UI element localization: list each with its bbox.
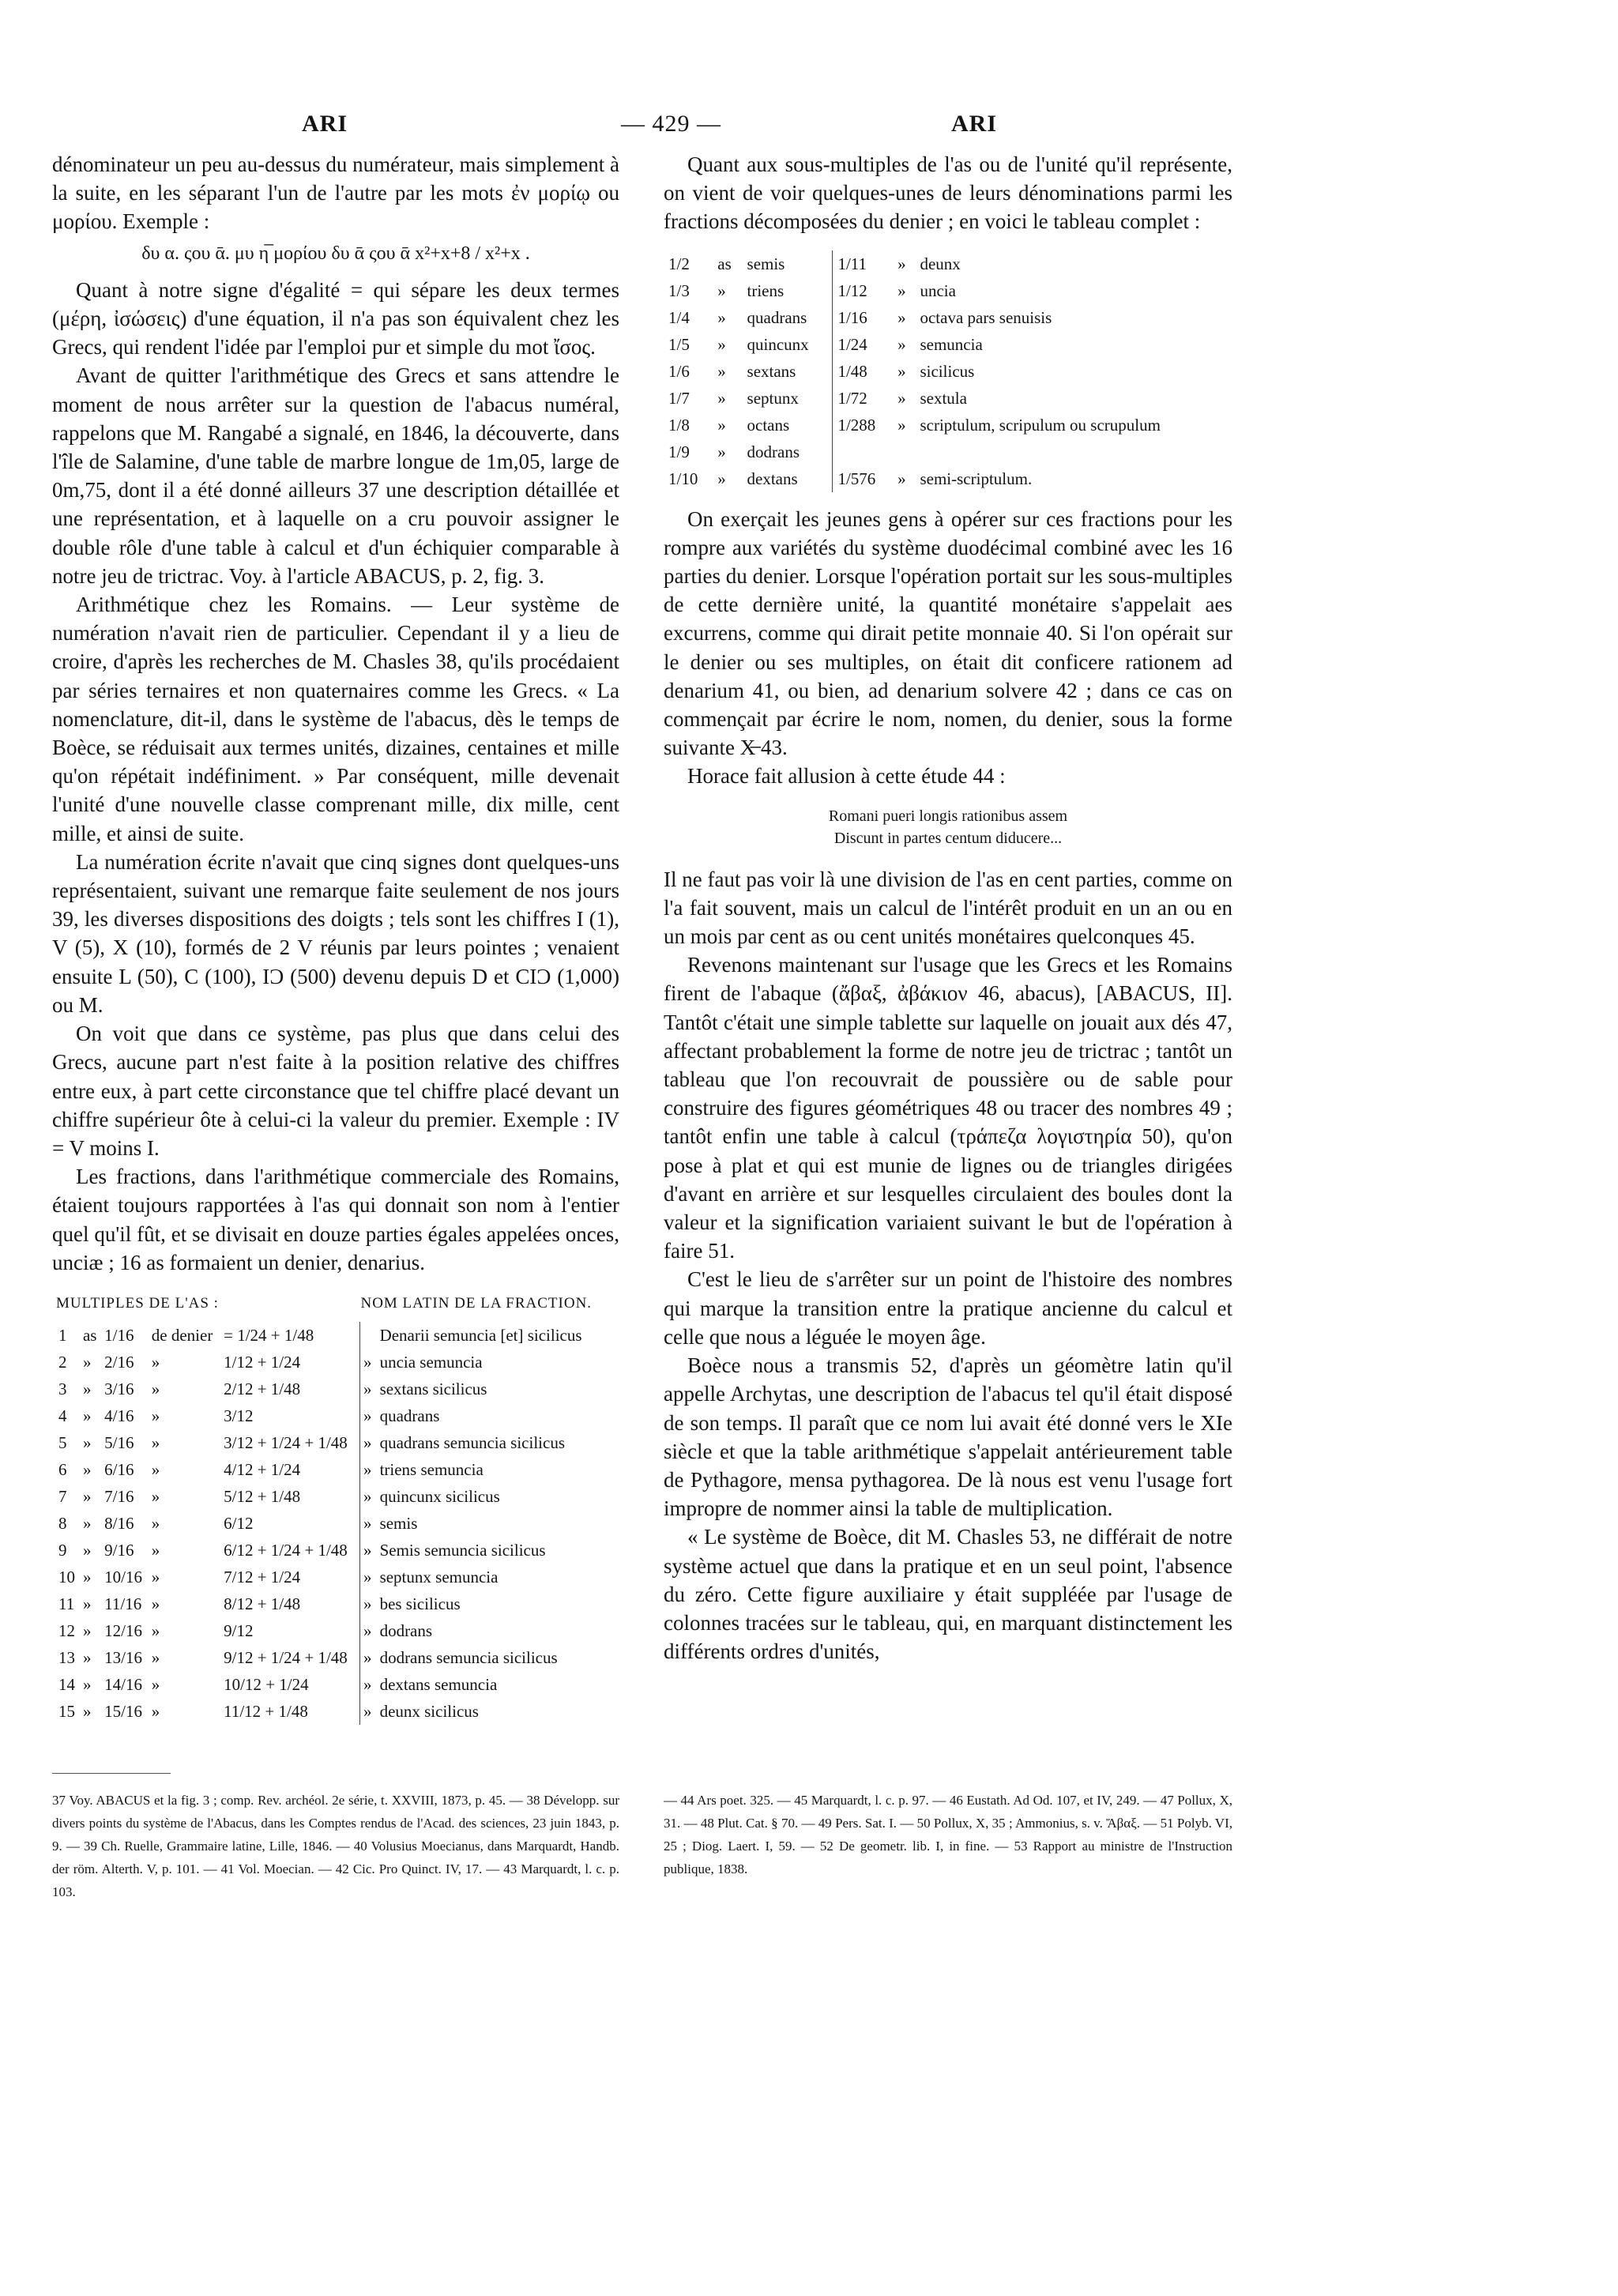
fraction: 1/6 <box>668 361 690 381</box>
unit: » <box>717 307 726 327</box>
unit: » <box>717 388 726 408</box>
latin-name: sextula <box>920 388 967 408</box>
table-row <box>55 1510 608 1537</box>
multiple-unit: » <box>82 1647 92 1667</box>
table-row <box>664 250 1231 277</box>
quote-line: Romani pueri longis rationibus assem <box>828 807 1068 825</box>
table-row <box>55 1671 608 1698</box>
fraction: 1/9 <box>668 442 690 461</box>
fraction: 1/2 <box>668 254 690 273</box>
unit: » <box>717 442 726 461</box>
multiple-unit: » <box>82 1567 92 1586</box>
paragraph: Quant à notre signe d'égalité = qui sépare les deux termes (μέρη, ἰσώσεις) d'une équation, il n'a pas son équivalent chez les Grecs, qui rendent l'idée par l'emploi pur et simple du mot ἴσος. <box>52 277 619 359</box>
page-number: — 429 — <box>621 111 721 137</box>
fraction: 1/4 <box>668 307 690 327</box>
fraction: 1/24 <box>833 331 893 358</box>
fraction: 1/16 <box>833 304 893 331</box>
fraction: 1/288 <box>833 412 893 438</box>
table-row <box>55 1698 608 1725</box>
multiple-number: 13 <box>58 1647 75 1667</box>
paragraph: Boèce nous a transmis 52, d'après un géomètre latin qu'il appelle Archytas, une description de l'abacus tel qu'il était disposé de son temps. Il paraît que ce nom lui avait été donné vers le XIe siècle et que la table arithmétique s'appelait antérieurement table de Pythagore, mensa pythagorea. De là nous est venu l'usage fort impropre de nommer ainsi la table de multiplication. <box>664 1353 1232 1521</box>
unit: » <box>897 334 906 354</box>
unit: » <box>897 361 906 381</box>
multiple-number: 7 <box>58 1486 67 1506</box>
table-row <box>55 1564 608 1590</box>
unit: » <box>717 469 726 488</box>
denier-fraction: 3/16 <box>104 1379 134 1398</box>
unit: » <box>897 280 906 300</box>
latin-name-header: NOM LATIN DE LA FRACTION. <box>360 1294 593 1312</box>
fraction-decomposition: = 1/24 + 1/48 <box>224 1325 314 1345</box>
latin-name: triens semuncia <box>379 1459 484 1479</box>
unit: » <box>717 415 726 435</box>
unit: » <box>897 415 906 435</box>
right-column <box>664 150 1232 1666</box>
paragraph: Les fractions, dans l'arithmétique commerciale des Romains, étaient toujours rapportées à l'as qui donnait son nom à l'entier quel qu'il fût, et se divisait en douze parties égales appelées onces, unciæ ; 16 as formaient un denier, denarius. <box>52 1165 619 1274</box>
ditto-mark: » <box>359 1349 376 1376</box>
denier-label: de denier <box>151 1325 213 1345</box>
table-row <box>664 358 1231 385</box>
running-head-right: ARI <box>951 111 998 137</box>
multiple-number: 2 <box>58 1352 67 1372</box>
ditto-mark: » <box>359 1590 376 1617</box>
table-row <box>664 412 1231 438</box>
denier-label: » <box>151 1701 160 1721</box>
paragraph: On voit que dans ce système, pas plus que dans celui des Grecs, aucune part n'est faite à la position relative des chiffres entre eux, à part cette circonstance que tel chiffre placé devant un chiffre supérieur ôte à celui-ci la valeur du premier. Exemple : IV = V moins I. <box>52 1022 619 1160</box>
paragraph: Revenons maintenant sur l'usage que les Grecs et les Romains firent de l'abaque (ἄβαξ, ἀβάκιον 46, abacus), [ABACUS, II]. Tantôt c'était une simple tablette sur laquelle on jouait aux dés 47, affectant probablement la forme de notre jeu de trictrac ; tantôt un tableau que l'on recouvrait de poussière ou de sable pour construire des figures géométriques 48 ou tracer des nombres 49 ; tantôt enfin une table à calcul (τράπεζα λογιστηρία 50), qu'on pose à plat et qui est munie de lignes ou de triangles dirigées d'avant en arrière et sur lesquelles circulaient des boules dont la valeur et la signification variaient suivant le but de l'opération à faire 51. <box>664 953 1232 1263</box>
table-row <box>664 304 1231 331</box>
denier-label: » <box>151 1459 160 1479</box>
latin-name: quadrans <box>747 307 807 327</box>
denier-fraction: 4/16 <box>104 1406 134 1425</box>
denier-label: » <box>151 1567 160 1586</box>
unit: » <box>897 388 906 408</box>
latin-name: quadrans semuncia sicilicus <box>379 1432 565 1452</box>
paragraph: C'est le lieu de s'arrêter sur un point de l'histoire des nombres qui marque la transition entre la pratique ancienne du calcul et celle que nous a léguée le moyen âge. <box>664 1267 1232 1349</box>
fraction: 1/5 <box>668 334 690 354</box>
latin-name: deunx <box>920 254 961 273</box>
multiple-number: 9 <box>58 1540 67 1560</box>
fraction-decomposition: 1/12 + 1/24 <box>224 1352 301 1372</box>
fractions-table <box>664 250 1231 492</box>
multiple-unit: » <box>82 1674 92 1694</box>
multiple-unit: » <box>82 1406 92 1425</box>
multiple-unit: » <box>82 1486 92 1506</box>
multiple-unit: » <box>82 1513 92 1533</box>
ditto-mark: » <box>359 1402 376 1429</box>
denier-fraction: 5/16 <box>104 1432 134 1452</box>
fraction: 1/72 <box>833 385 893 412</box>
denier-fraction: 12/16 <box>104 1620 143 1640</box>
fraction: 1/10 <box>668 469 698 488</box>
latin-name: semis <box>379 1513 418 1533</box>
table-row <box>55 1322 608 1349</box>
latin-name: triens <box>747 280 785 300</box>
denier-fraction: 8/16 <box>104 1513 134 1533</box>
latin-name: quincunx <box>747 334 809 354</box>
left-column <box>52 150 619 1733</box>
denier-label: » <box>151 1540 160 1560</box>
multiple-unit: as <box>82 1325 97 1345</box>
latin-name: septunx <box>747 388 799 408</box>
paragraph: Arithmétique chez les Romains. — Leur système de numération n'avait rien de particulier. Cependant il y a lieu de croire, d'après les recherches de M. Chasles 38, qu'ils procédaient par séries ternaires et non quaternaires comme les Grecs. « La nomenclature, dit-il, dans le système de l'abacus, dès le temps de Boèce, se réduisait aux termes unités, dizaines, centaines et mille qu'on répétait indéfiniment. » Par conséquent, mille devenait l'unité d'une nouvelle classe comprenant mille, dix mille, cent mille, et ainsi de suite. <box>52 593 619 845</box>
unit: as <box>717 254 732 273</box>
fraction: 1/576 <box>833 465 893 492</box>
denier-fraction: 1/16 <box>104 1325 134 1345</box>
latin-name: sicilicus <box>920 361 975 381</box>
denier-fraction: 2/16 <box>104 1352 134 1372</box>
fraction-decomposition: 9/12 + 1/24 + 1/48 <box>224 1647 348 1667</box>
table-row <box>55 1590 608 1617</box>
multiple-unit: » <box>82 1352 92 1372</box>
multiple-number: 14 <box>58 1674 75 1694</box>
latin-name: uncia <box>920 280 956 300</box>
ditto-mark: » <box>359 1698 376 1725</box>
latin-name: dextans <box>747 469 798 488</box>
multiple-unit: » <box>82 1701 92 1721</box>
multiple-number: 11 <box>58 1594 75 1613</box>
footnotes-left: 37 Voy. ABACUS et la fig. 3 ; comp. Rev. archéol. 2e série, t. XXVIII, 1873, p. 45. — 38 Développ. sur divers points du système de l'Abacus, dans les Comptes rendus de l'Acad. des sciences, 23 juin 1843, p. 9. — 39 Ch. Ruelle, Grammaire latine, Lille, 1846. — 40 Volusius Moecianus, dans Marquardt, Handb. der röm. Alterth. V, p. 101. — 41 Vol. Moecian. — 42 Cic. Pro Quinct. IV, 17. — 43 Marquardt, l. c. p. 103. <box>52 1793 619 1899</box>
multiple-unit: » <box>82 1540 92 1560</box>
unit <box>893 438 915 465</box>
multiple-number: 12 <box>58 1620 75 1640</box>
multiple-number: 15 <box>58 1701 75 1721</box>
table-row <box>55 1429 608 1456</box>
ditto-mark: » <box>359 1510 376 1537</box>
fraction-decomposition: 6/12 + 1/24 + 1/48 <box>224 1540 348 1560</box>
latin-name: dodrans semuncia sicilicus <box>379 1647 558 1667</box>
ditto-mark: » <box>359 1617 376 1644</box>
denier-fraction: 14/16 <box>104 1674 143 1694</box>
fraction-decomposition: 7/12 + 1/24 <box>224 1567 301 1586</box>
denier-label: » <box>151 1594 160 1613</box>
latin-name: Semis semuncia sicilicus <box>379 1540 546 1560</box>
ditto-mark: » <box>359 1483 376 1510</box>
multiple-unit: » <box>82 1432 92 1452</box>
paragraph: Avant de quitter l'arithmétique des Grecs et sans attendre le moment de nous arrêter sur la question de l'abacus numéral, rappelons que M. Rangabé a signalé, en 1846, la découverte, dans l'île de Salamine, d'une table de marbre longue de 1m,05, large de 0m,75, dont il a été donné ailleurs 37 une description détaillée et une représentation, et à laquelle on a cru pouvoir assigner le double rôle d'une table à calcul et d'un échiquier comparable à notre jeu de trictrac. Voy. à l'article ABACUS, p. 2, fig. 3. <box>52 363 619 588</box>
table-row <box>664 385 1231 412</box>
denier-label: » <box>151 1406 160 1425</box>
fraction-decomposition: 8/12 + 1/48 <box>224 1594 301 1613</box>
table-row <box>664 277 1231 304</box>
latin-name: dodrans <box>747 442 800 461</box>
fraction: 1/11 <box>833 250 893 277</box>
unit: » <box>717 334 726 354</box>
multiple-number: 1 <box>58 1325 67 1345</box>
greek-formula: δυ α. ςου ᾱ. μυ η̅ μορίου δυ ᾱ ςου ᾱ x²+x+8 / x²+x . <box>141 243 530 264</box>
multiple-number: 3 <box>58 1379 67 1398</box>
unit: » <box>897 469 906 488</box>
ditto-mark: » <box>359 1456 376 1483</box>
footnote-rule <box>52 1773 171 1774</box>
denier-fraction: 6/16 <box>104 1459 134 1479</box>
multiple-number: 5 <box>58 1432 67 1452</box>
fraction-decomposition: 9/12 <box>224 1620 254 1640</box>
denier-label: » <box>151 1486 160 1506</box>
multiple-unit: » <box>82 1459 92 1479</box>
latin-name: scriptulum, scripulum ou scrupulum <box>920 415 1161 435</box>
unit: » <box>717 280 726 300</box>
horace-quote <box>664 805 1232 849</box>
latin-name <box>915 438 1231 465</box>
fraction: 1/3 <box>668 280 690 300</box>
latin-name: quadrans <box>379 1406 440 1425</box>
denier-label: » <box>151 1647 160 1667</box>
ditto-mark: » <box>359 1564 376 1590</box>
paragraph: Il ne faut pas voir là une division de l'as en cent parties, comme on l'a fait souvent, mais un calcul de l'intérêt produit en un an ou en un mois par cent as ou cent unités monétaires quelconques 45. <box>664 867 1232 949</box>
table-row <box>664 438 1231 465</box>
multiples-header: MULTIPLES DE L'AS : <box>56 1294 219 1312</box>
footnotes-right: — 44 Ars poet. 325. — 45 Marquardt, l. c. p. 97. — 46 Eustath. Ad Od. 107, et IV, 249. — 47 Pollux, X, 31. — 48 Plut. Cat. § 70. — 49 Pers. Sat. I. — 50 Pollux, X, 35 ; Ammonius, s. v. Ἄβαξ. — 51 Polyb. VI, 25 ; Diog. Laert. I, 59. — 52 De geometr. lib. I, in fine. — 53 Rapport au ministre de l'Instruction publique, 1838. <box>664 1793 1232 1876</box>
paragraph: On exerçait les jeunes gens à opérer sur ces fractions pour les rompre aux variétés du système duodécimal combiné avec les 16 parties du denier. Lorsque l'opération portait sur les sous-multiples de cette dernière unité, la quantité monétaire s'appelait aes excurrens, comme qui dirait petite monnaie 40. Si l'on opérait sur le denier ou ses multiples, on était dit conficere rationem ad denarium 41, ou bien, ad denarium solvere 42 ; dans ce cas on commençait par écrire le nom, nomen, du denier, sous la forme suivante X̶ 43. <box>664 506 1232 760</box>
latin-name: octans <box>747 415 790 435</box>
denier-fraction: 13/16 <box>104 1647 143 1667</box>
fraction-decomposition: 4/12 + 1/24 <box>224 1459 301 1479</box>
latin-name: octava pars senuisis <box>920 307 1052 327</box>
latin-name: Denarii semuncia [et] sicilicus <box>379 1325 582 1345</box>
unit: » <box>717 361 726 381</box>
table-row <box>664 465 1231 492</box>
latin-name: sextans <box>747 361 796 381</box>
fraction <box>833 438 893 465</box>
table-row <box>55 1349 608 1376</box>
fraction: 1/12 <box>833 277 893 304</box>
table-row <box>664 331 1231 358</box>
fraction-decomposition: 11/12 + 1/48 <box>224 1701 308 1721</box>
ditto-mark <box>359 1322 376 1349</box>
denier-label: » <box>151 1513 160 1533</box>
multiple-number: 4 <box>58 1406 67 1425</box>
denier-label: » <box>151 1674 160 1694</box>
paragraph: La numération écrite n'avait que cinq signes dont quelques-uns représentaient, suivant une remarque faite seulement de nos jours 39, les diverses dispositions des doigts ; tels sont les chiffres I (1), V (5), X (10), formés de 2 V réunis par leurs pointes ; venaient ensuite L (50), C (100), IƆ (500) devenu depuis D et CIƆ (1,000) ou M. <box>52 849 619 1017</box>
ditto-mark: » <box>359 1376 376 1402</box>
fraction-decomposition: 3/12 + 1/24 + 1/48 <box>224 1432 348 1452</box>
fraction-decomposition: 10/12 + 1/24 <box>224 1674 309 1694</box>
latin-name: septunx semuncia <box>379 1567 499 1586</box>
unit: » <box>897 254 906 273</box>
fraction: 1/48 <box>833 358 893 385</box>
multiples-table <box>55 1289 608 1725</box>
latin-name: sextans sicilicus <box>379 1379 487 1398</box>
ditto-mark: » <box>359 1644 376 1671</box>
denier-label: » <box>151 1379 160 1398</box>
denier-label: » <box>151 1620 160 1640</box>
paragraph: dénominateur un peu au-dessus du numérateur, mais simplement à la suite, en les séparant l'un de l'autre par les mots ἐν μορίῳ ou μορίου. Exemple : <box>52 152 619 234</box>
denier-fraction: 11/16 <box>104 1594 142 1613</box>
multiple-unit: » <box>82 1594 92 1613</box>
multiple-number: 8 <box>58 1513 67 1533</box>
latin-name: semi-scriptulum. <box>920 469 1033 488</box>
denier-fraction: 10/16 <box>104 1567 143 1586</box>
table-row <box>55 1537 608 1564</box>
paragraph: Quant aux sous-multiples de l'as ou de l'unité qu'il représente, on vient de voir quelques-unes de leurs dénominations parmi les fractions décomposées du denier ; en voici le tableau complet : <box>664 152 1232 234</box>
quote-line: Discunt in partes centum diducere... <box>833 829 1063 847</box>
table-row <box>55 1617 608 1644</box>
denier-fraction: 7/16 <box>104 1486 134 1506</box>
running-head-left: ARI <box>302 111 348 137</box>
latin-name: semuncia <box>920 334 983 354</box>
table-row <box>55 1483 608 1510</box>
multiple-unit: » <box>82 1379 92 1398</box>
ditto-mark: » <box>359 1429 376 1456</box>
latin-name: bes sicilicus <box>379 1594 461 1613</box>
table-row <box>55 1376 608 1402</box>
latin-name: dodrans <box>379 1620 433 1640</box>
latin-name: semis <box>747 254 785 273</box>
unit: » <box>897 307 906 327</box>
latin-name: quincunx sicilicus <box>379 1486 500 1506</box>
ditto-mark: » <box>359 1671 376 1698</box>
table-row <box>55 1644 608 1671</box>
denier-fraction: 9/16 <box>104 1540 134 1560</box>
table-row <box>55 1456 608 1483</box>
multiple-unit: » <box>82 1620 92 1640</box>
fraction-decomposition: 2/12 + 1/48 <box>224 1379 301 1398</box>
latin-name: dextans semuncia <box>379 1674 498 1694</box>
table-row <box>55 1402 608 1429</box>
denier-label: » <box>151 1352 160 1372</box>
paragraph: « Le système de Boèce, dit M. Chasles 53, ne différait de notre système actuel que dans la pratique et en un seul point, l'absence du zéro. Cette figure auxiliaire y était suppléée par l'usage de colonnes tracées sur le tableau, qui, en marquant distinctement les différents ordres d'unités, <box>664 1525 1232 1664</box>
paragraph: Horace fait allusion à cette étude 44 : <box>687 764 1006 789</box>
latin-name: deunx sicilicus <box>379 1701 479 1721</box>
multiple-number: 6 <box>58 1459 67 1479</box>
fraction-decomposition: 3/12 <box>224 1406 254 1425</box>
denier-fraction: 15/16 <box>104 1701 143 1721</box>
fraction: 1/7 <box>668 388 690 408</box>
fraction-decomposition: 5/12 + 1/48 <box>224 1486 301 1506</box>
latin-name: uncia semuncia <box>379 1352 483 1372</box>
ditto-mark: » <box>359 1537 376 1564</box>
fraction: 1/8 <box>668 415 690 435</box>
multiple-number: 10 <box>58 1567 75 1586</box>
denier-label: » <box>151 1432 160 1452</box>
fraction-decomposition: 6/12 <box>224 1513 254 1533</box>
